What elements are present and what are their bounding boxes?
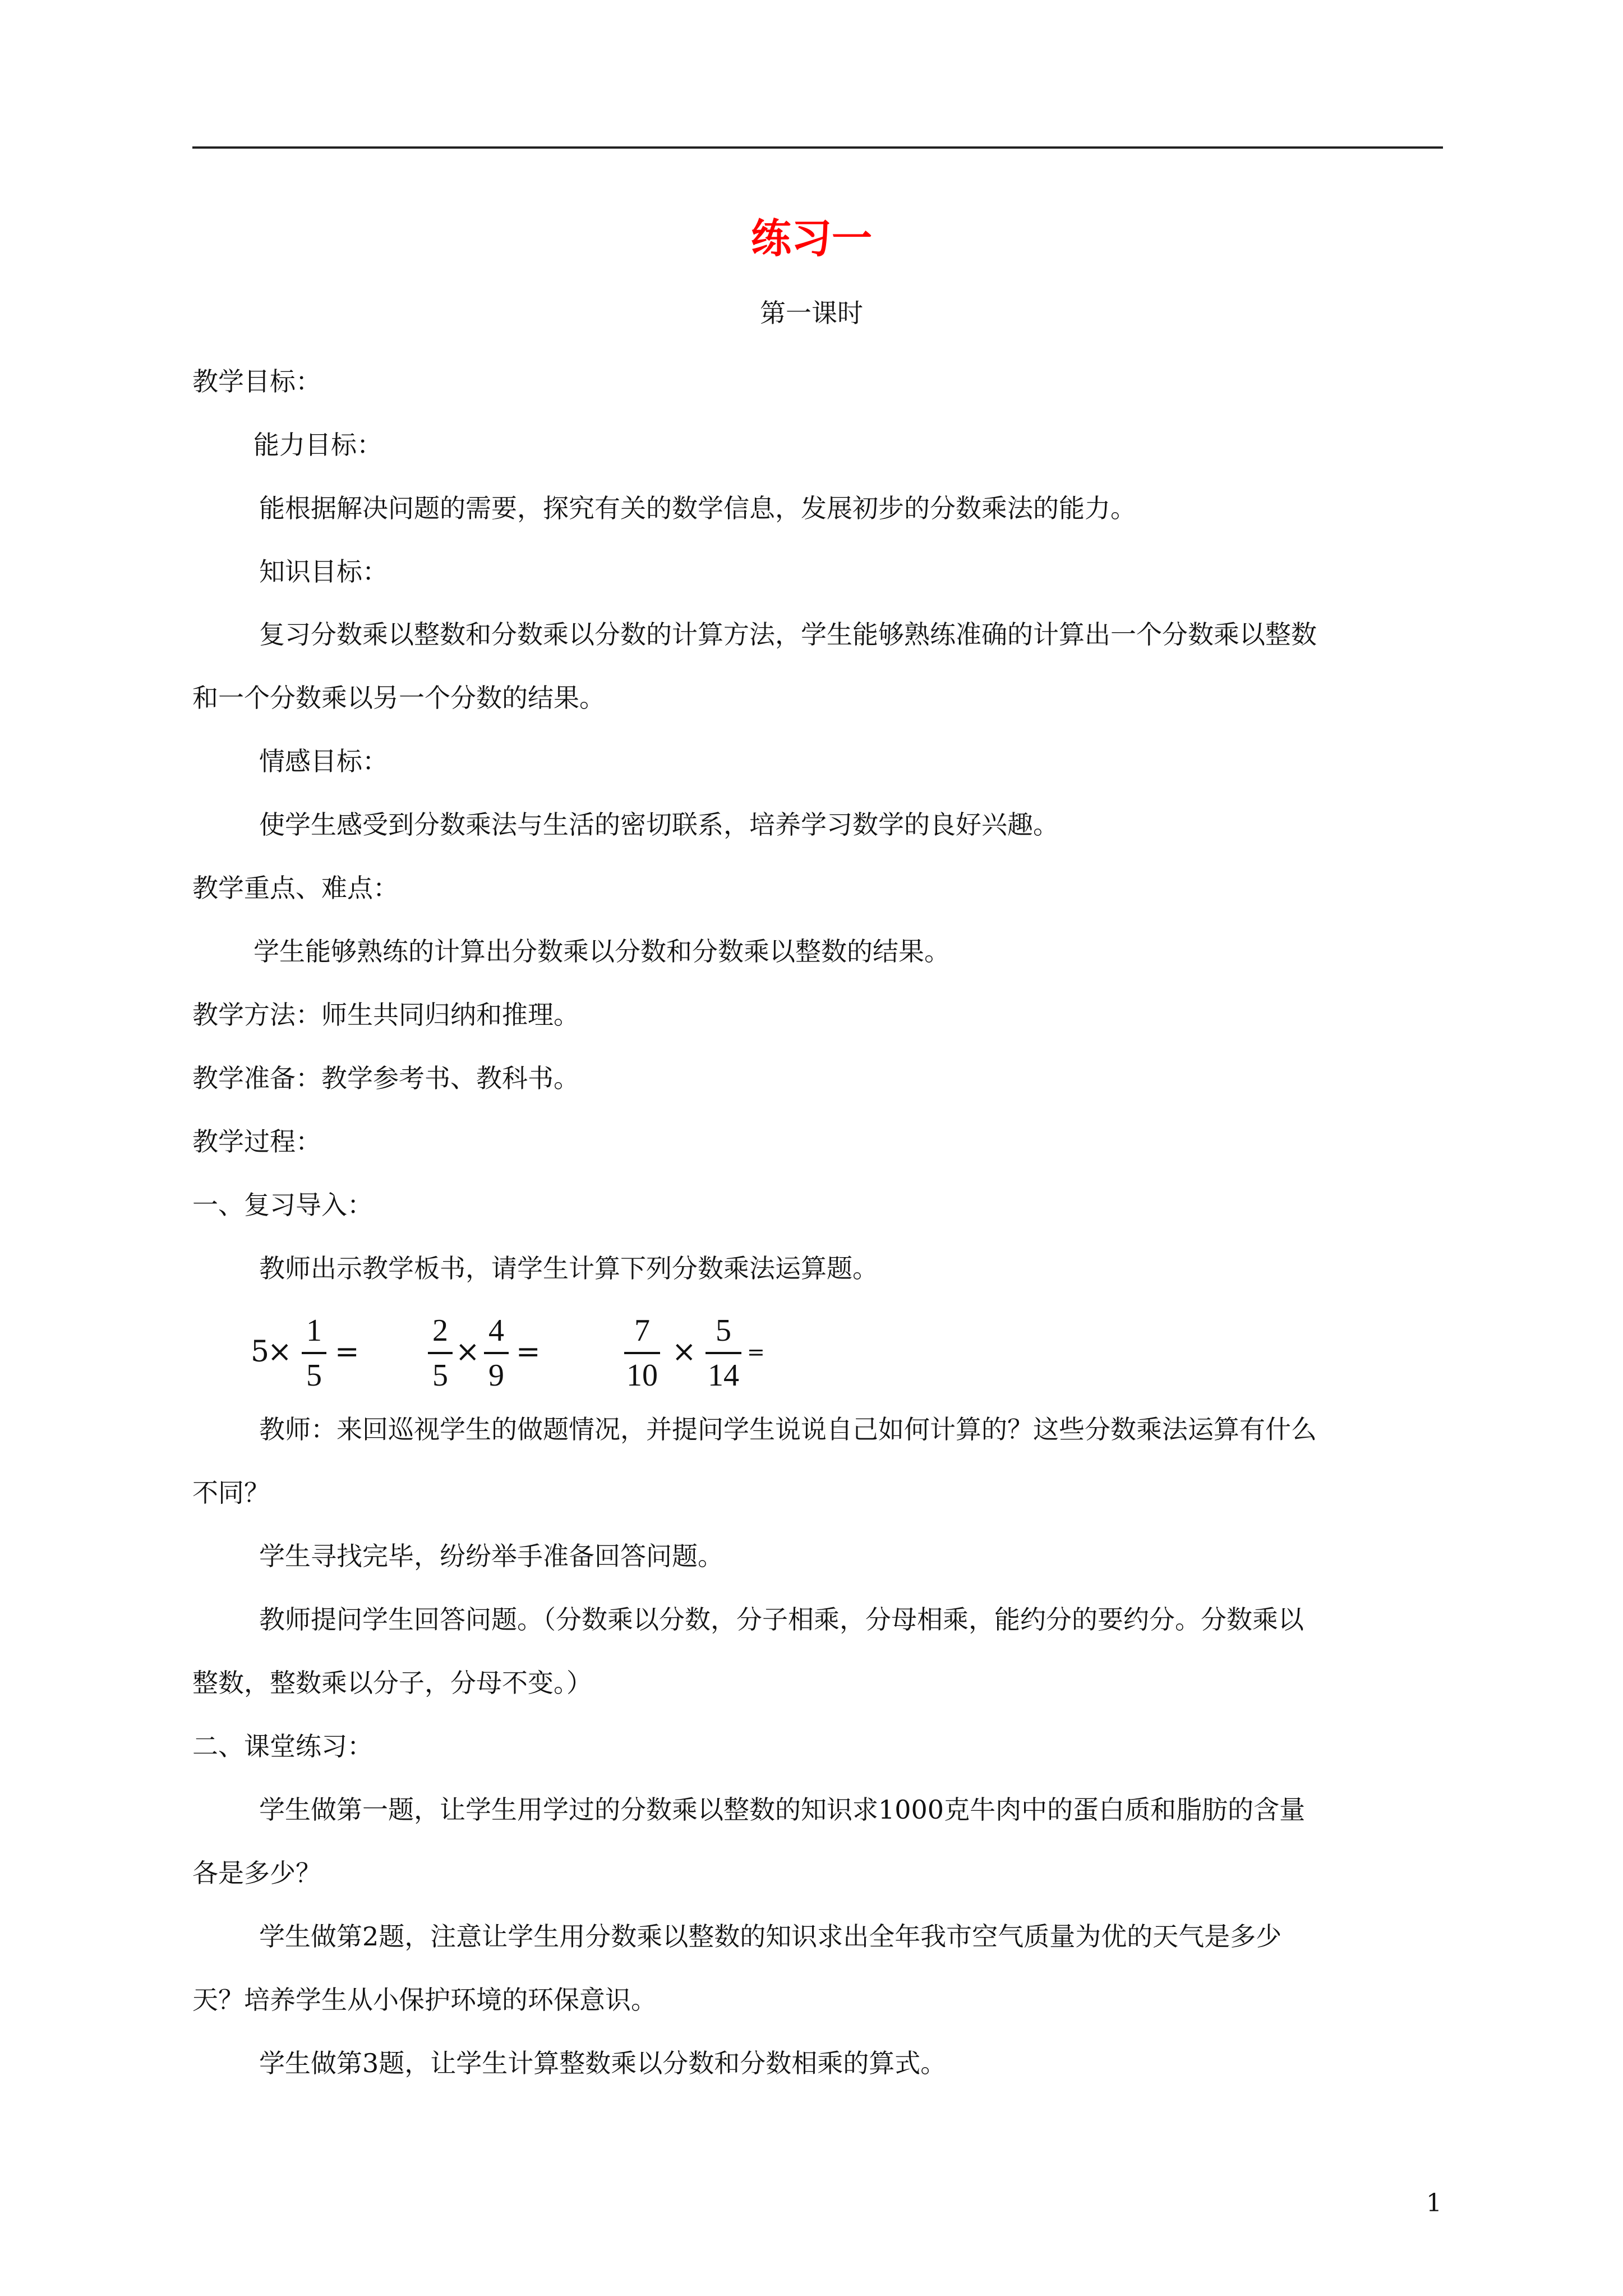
text-line: 复习分数乘以整数和分数乘以分数的计算方法，学生能够熟练准确的计算出一个分数乘以整数 (259, 619, 1317, 650)
expr-1-equals: = (335, 1335, 359, 1369)
fraction-bar (484, 1352, 509, 1354)
expr-2-times: × (455, 1335, 480, 1369)
text-line: 教师出示教学板书，请学生计算下列分数乘法运算题。 (259, 1253, 878, 1283)
expr-1-times: × (268, 1335, 292, 1369)
text-line: 和一个分数乘以另一个分数的结果。 (192, 683, 605, 713)
expr-3-times: × (672, 1335, 697, 1369)
expr-2-equals: = (516, 1335, 541, 1369)
text-line: 教学重点、难点： (192, 873, 399, 903)
text-line: 教师提问学生回答问题。（分数乘以分数，分子相乘，分母相乘，能约分的要约分。分数乘以 (259, 1604, 1304, 1635)
header-rule (192, 146, 1443, 149)
text-line: 教师：来回巡视学生的做题情况，并提问学生说说自己如何计算的？这些分数乘法运算有什么 (259, 1414, 1317, 1444)
text-line: 学生做第一题，让学生用学过的分数乘以整数的知识求1000克牛肉中的蛋白质和脂肪的含量 (259, 1795, 1306, 1825)
page-title: 练习一 (750, 214, 872, 262)
expr-3-fraction-1 (623, 1311, 662, 1395)
denominator: 5 (432, 1358, 448, 1393)
text-line: 各是多少？ (192, 1858, 321, 1888)
denominator: 9 (488, 1358, 504, 1393)
text-line: 教学目标： (192, 366, 321, 397)
text-line: 教学准备：教学参考书、教科书。 (192, 1063, 579, 1093)
text-line: 学生寻找完毕，纷纷举手准备回答问题。 (259, 1541, 723, 1571)
text-line: 学生做第2题，注意让学生用分数乘以整数的知识求出全年我市空气质量为优的天气是多少 (259, 1921, 1282, 1952)
text-line: 知识目标： (259, 556, 388, 587)
page-subtitle: 第一课时 (760, 298, 863, 328)
fraction-bar (706, 1352, 741, 1354)
text-line: 天？培养学生从小保护环境的环保意识。 (192, 1985, 657, 2015)
expr-1-whole: 5 (251, 1335, 270, 1369)
text-line: 二、课堂练习： (192, 1731, 373, 1761)
text-line: 能根据解决问题的需要，探究有关的数学信息，发展初步的分数乘法的能力。 (259, 493, 1136, 523)
text-line: 能力目标： (253, 430, 382, 460)
denominator: 10 (626, 1358, 658, 1393)
numerator: 7 (634, 1313, 650, 1348)
fraction-bar (624, 1352, 660, 1354)
numerator: 5 (716, 1313, 731, 1348)
fraction-bar (428, 1352, 453, 1354)
page-number: 1 (1426, 2189, 1442, 2217)
numerator: 1 (306, 1313, 322, 1348)
numerator: 2 (432, 1313, 448, 1348)
text-line: 学生做第3题，让学生计算整数乘以分数和分数相乘的算式。 (259, 2048, 947, 2078)
text-line: 教学方法：师生共同归纳和推理。 (192, 1000, 579, 1030)
denominator: 5 (306, 1358, 322, 1393)
fraction-bar (302, 1352, 326, 1354)
expr-1-fraction (300, 1311, 328, 1395)
text-line: 教学过程： (192, 1126, 321, 1157)
expr-2-fraction-1 (426, 1311, 454, 1395)
expr-3-equals: = (747, 1340, 765, 1364)
text-line: 整数，整数乘以分子，分母不变。） (192, 1668, 592, 1698)
text-line: 情感目标： (259, 746, 388, 776)
text-line: 学生能够熟练的计算出分数乘以分数和分数乘以整数的结果。 (253, 936, 950, 967)
expr-2-fraction-2 (482, 1311, 510, 1395)
text-line: 一、复习导入： (192, 1190, 373, 1220)
text-line: 使学生感受到分数乘法与生活的密切联系，培养学习数学的良好兴趣。 (259, 809, 1059, 840)
text-line: 不同？ (192, 1478, 270, 1508)
numerator: 4 (488, 1313, 504, 1348)
expr-3-fraction-2 (704, 1311, 743, 1395)
denominator: 14 (708, 1358, 739, 1393)
